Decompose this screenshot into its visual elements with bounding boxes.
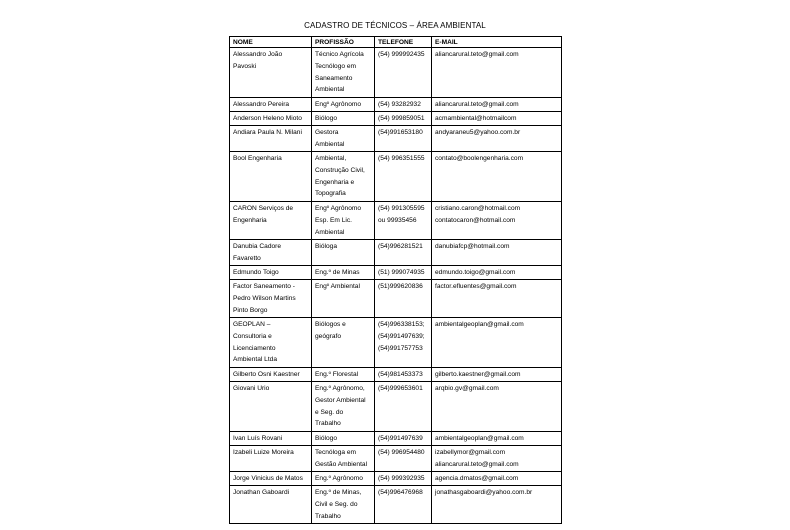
profissao-line: geógrafo (315, 332, 342, 340)
cell-nome (230, 98, 312, 112)
cell-profissao (312, 202, 375, 240)
profissao-line: Gestão Ambiental (315, 460, 368, 468)
profissao-line: Engº Ambiental (315, 283, 360, 290)
cell-telefone (375, 152, 432, 202)
nome-line: Ivan Luís Rovani (233, 435, 283, 442)
email-line[interactable]: factor.efluentes@gmail.com (435, 283, 517, 290)
telefone-line: (51)999620836 (378, 283, 423, 290)
email-line[interactable]: jonathasgaboardi@yahoo.com.br (435, 489, 533, 496)
cell-email (432, 152, 562, 202)
cell-nome (230, 472, 312, 486)
telefone-line: (54)991653180 (378, 129, 423, 136)
profissao-line: Ambiental, (315, 155, 347, 162)
cell-email (432, 240, 562, 266)
profissao-line: Engº Agrônomo (315, 101, 362, 108)
email-line[interactable]: contato@boolengenharia.com (435, 155, 524, 162)
email-line[interactable]: agencia.dmatos@gmail.com (435, 475, 519, 482)
cell-email (432, 280, 562, 318)
nome-line: Gilberto Osni Kaestner (233, 371, 300, 378)
telefone-line: (54) 93282932 (378, 101, 421, 108)
profissao-line: Ambiental (315, 140, 345, 148)
nome-line: Jonathan Gaboardi (233, 489, 290, 496)
technicians-table (229, 36, 562, 524)
cell-email (432, 266, 562, 280)
table-row (230, 98, 562, 112)
email-line[interactable]: ambientalgeoplan@gmail.com (435, 435, 524, 442)
header-nome: NOME (230, 37, 312, 48)
cell-telefone (375, 432, 432, 446)
cell-nome (230, 152, 312, 202)
header-telefone: TELEFONE (375, 37, 432, 48)
telefone-line: (51) 999074935 (378, 269, 425, 276)
email-line[interactable]: danubiafcp@hotmail.com (435, 243, 510, 250)
telefone-line: (54)996338153; (378, 321, 425, 328)
nome-line: Alessandro Pereira (233, 101, 290, 108)
cell-email (432, 472, 562, 486)
cell-profissao (312, 368, 375, 382)
email-line[interactable]: ambientalgeoplan@gmail.com (435, 321, 524, 328)
cell-nome (230, 318, 312, 368)
table-row (230, 48, 562, 98)
telefone-line: (54)991497639 (378, 435, 423, 442)
email-line[interactable]: izabellymor@gmail.com (435, 449, 506, 456)
cell-telefone (375, 486, 432, 524)
telefone-line: (54) 999859051 (378, 115, 425, 122)
cell-nome (230, 446, 312, 472)
table-row (230, 472, 562, 486)
cell-profissao (312, 486, 375, 524)
profissao-line: Construção Civil, (315, 166, 365, 174)
cell-nome (230, 48, 312, 98)
email-line[interactable]: aliancarural.teto@gmail.com (435, 460, 519, 468)
profissao-line: Gestor Ambiental (315, 396, 366, 404)
profissao-line: Topografia (315, 190, 346, 198)
table-row (230, 202, 562, 240)
table-row (230, 280, 562, 318)
email-line[interactable]: arqbio.gv@gmail.com (435, 385, 499, 392)
cell-profissao (312, 318, 375, 368)
cell-profissao (312, 126, 375, 152)
nome-line: Bool Engenharia (233, 155, 282, 162)
nome-line: Consultoria e (233, 332, 272, 340)
cell-profissao (312, 266, 375, 280)
telefone-line: (54)996281521 (378, 243, 423, 250)
profissao-line: Biólogo (315, 435, 337, 442)
profissao-line: Trabalho (315, 512, 341, 520)
telefone-line: (54)991497639; (378, 332, 425, 340)
nome-line: Anderson Heleno Mioto (233, 115, 302, 122)
telefone-line: (54) 999992435 (378, 51, 425, 58)
email-line[interactable]: aliancarural.teto@gmail.com (435, 101, 519, 108)
cell-telefone (375, 446, 432, 472)
cell-nome (230, 432, 312, 446)
cell-telefone (375, 240, 432, 266)
nome-line: Pinto Borgo (233, 306, 268, 314)
nome-line: Danubia Cadore (233, 243, 282, 250)
cell-nome (230, 368, 312, 382)
profissao-line: Eng.º de Minas (315, 269, 360, 276)
nome-line: Ambiental Ltda (233, 356, 277, 364)
table-row (230, 486, 562, 524)
table-row (230, 126, 562, 152)
header-profissao: PROFISSÃO (312, 37, 375, 48)
telefone-line: (54) 999392935 (378, 475, 425, 482)
nome-line: Engenharia (233, 216, 267, 224)
cell-profissao (312, 382, 375, 432)
email-line[interactable]: contatocaron@hotmail.com (435, 216, 516, 224)
profissao-line: Engº Agrônomo (315, 205, 362, 212)
cell-telefone (375, 48, 432, 98)
profissao-line: Trabalho (315, 420, 341, 428)
nome-line: Izabeli Luize Moreira (233, 449, 294, 456)
nome-line: Licenciamento (233, 344, 276, 352)
cell-profissao (312, 472, 375, 486)
cell-nome (230, 266, 312, 280)
nome-line: Jorge Vinicius de Matos (233, 475, 303, 482)
cell-email (432, 368, 562, 382)
table-row (230, 446, 562, 472)
nome-line: Andiara Paula N. Milani (233, 129, 302, 136)
profissao-line: Esp. Em Lic. (315, 216, 353, 224)
cell-telefone (375, 368, 432, 382)
nome-line: Alessandro João (233, 51, 283, 58)
cell-email (432, 112, 562, 126)
profissao-line: Eng.º de Minas, (315, 489, 362, 496)
cell-profissao (312, 48, 375, 98)
table-row (230, 432, 562, 446)
cell-profissao (312, 280, 375, 318)
profissao-line: Bióloga (315, 243, 337, 250)
profissao-line: Eng.º Agrônomo (315, 475, 363, 482)
telefone-line: (54) 996351555 (378, 155, 425, 162)
table-row (230, 266, 562, 280)
cell-email (432, 48, 562, 98)
cell-email (432, 432, 562, 446)
cell-telefone (375, 382, 432, 432)
nome-line: GEOPLAN – (233, 321, 271, 328)
nome-line: Factor Saneamento - (233, 283, 295, 290)
telefone-line: (54)996476968 (378, 489, 423, 496)
profissao-line: Eng.º Agrônomo, (315, 385, 365, 392)
profissao-line: Biólogos e (315, 321, 346, 328)
telefone-line: (54)999653601 (378, 385, 423, 392)
cell-nome (230, 112, 312, 126)
table-row (230, 382, 562, 432)
table-row (230, 318, 562, 368)
cell-nome (230, 126, 312, 152)
cell-nome (230, 240, 312, 266)
document-title: CADASTRO DE TÉCNICOS – ÁREA AMBIENTAL (304, 21, 486, 30)
nome-line: Pedro Wilson Martins (233, 294, 296, 302)
cell-email (432, 486, 562, 524)
cell-telefone (375, 112, 432, 126)
cell-telefone (375, 318, 432, 368)
profissao-line: Tecnólogo em (315, 62, 357, 70)
nome-line: Edmundo Toigo (233, 269, 279, 276)
email-line[interactable]: aliancarural.teto@gmail.com (435, 51, 519, 58)
profissao-line: Ambiental (315, 86, 345, 94)
telefone-line: (54) 991305595 (378, 205, 425, 212)
cell-profissao (312, 98, 375, 112)
profissao-line: Eng.º Florestal (315, 371, 359, 378)
cell-profissao (312, 432, 375, 446)
cell-email (432, 202, 562, 240)
cell-nome (230, 202, 312, 240)
profissao-line: Biólogo (315, 115, 337, 122)
nome-line: Giovani Urio (233, 385, 270, 392)
nome-line: CARON Serviços de (233, 205, 294, 212)
cell-profissao (312, 446, 375, 472)
cell-profissao (312, 240, 375, 266)
profissao-line: e Seg. do (315, 408, 344, 416)
profissao-line: Tecnóloga em (315, 449, 357, 456)
cell-telefone (375, 126, 432, 152)
cell-email (432, 98, 562, 112)
telefone-line: (54) 996954480 (378, 449, 425, 456)
profissao-line: Técnico Agrícola (315, 51, 364, 58)
telefone-line: (54)981453373 (378, 371, 423, 378)
profissao-line: Civil e Seg. do (315, 500, 358, 508)
cell-profissao (312, 112, 375, 126)
header-email: E-MAIL (432, 37, 562, 48)
profissao-line: Saneamento (315, 74, 353, 82)
profissao-line: Engenharia e (315, 178, 355, 186)
cell-nome (230, 486, 312, 524)
cell-telefone (375, 472, 432, 486)
email-line[interactable]: gilberto.kaestner@gmail.com (435, 371, 521, 378)
email-line[interactable]: andyaraneu5@yahoo.com.br (435, 129, 521, 136)
email-line[interactable]: acmambiental@hotmailcom (435, 115, 517, 122)
profissao-line: Gestora (315, 129, 339, 136)
cell-email (432, 382, 562, 432)
email-line[interactable]: cristiano.caron@hotmail.com (435, 205, 521, 212)
cell-email (432, 446, 562, 472)
table-row (230, 368, 562, 382)
nome-line: Pavoski (233, 62, 257, 70)
cell-telefone (375, 98, 432, 112)
nome-line: Favaretto (233, 254, 261, 262)
table-row (230, 112, 562, 126)
cell-email (432, 126, 562, 152)
table-header-row (230, 37, 562, 48)
cell-nome (230, 382, 312, 432)
email-line[interactable]: edmundo.toigo@gmail.com (435, 269, 516, 276)
profissao-line: Ambiental (315, 228, 345, 236)
table-row (230, 152, 562, 202)
cell-telefone (375, 202, 432, 240)
telefone-line: ou 99935456 (378, 216, 417, 224)
cell-nome (230, 280, 312, 318)
table-row (230, 240, 562, 266)
cell-telefone (375, 266, 432, 280)
cell-profissao (312, 152, 375, 202)
cell-email (432, 318, 562, 368)
telefone-line: (54)991757753 (378, 344, 423, 352)
cell-telefone (375, 280, 432, 318)
